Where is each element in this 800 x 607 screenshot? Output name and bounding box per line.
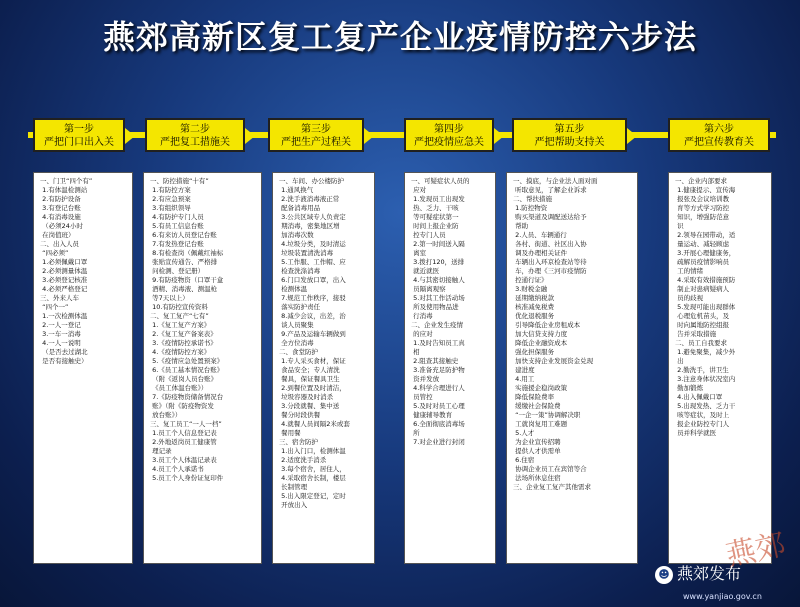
step-content-2: 一、防控措施“十有” 1.有防控方案 2.有应急预案 3.有组织领导 4.有防护专门人员 5.有员工信息台账 6.有来访人员登记台账 7.有发热登记台账 8.有检查岗（佩戴红袖标 张贴宣传通告、严格排 问检测、登记册） 9.有防疫物资（口罩干盒 酒精、消毒液、测温枪 等7天以上） 10.有防控宣传资料 二、复工复产“七有” 1.《复工复产方案》 2.《复工复产备案表》 3.《疫情防控承诺书》 4.《疫情防控方案》 5.《疫情应急处置预案》 6.《员工基本情况台账》 （附《返岗人员台账》 《员工体温台账》） 7.《防疫物资储备情况台 账》（附《防疫物资发 放台账》） 三、复工员工“一人一档” 1.员工个人信息登记表 2.外地返岗员工健康管 理记录 3.员工个人体温记录表 4.员工个人承诺书 5.员工个人身份证复印件 [143, 172, 262, 564]
step-content-6: 一、企业内部要求 1.健康提示、宣传海 报张及会议培训教 育等方式学习防控 知识，增强防范意 识 2.领导在园带动，适 量运动、减轻顾虑 3.开展心理健康务， 疏解员疫情影响员 工的情绪 4.采取有效措施预防 制止对患病疑病人 员的歧视 5.发现可能出现群体 心理危机苗头，及 时向属地防控组报 告并采取措施 二、员工自我要求 1.避免聚集，减少外 出 2.勤洗手，讲卫生 3.注意身体状况室内 勤加锻炼 4.出入佩戴口罩 5.出现发热、乏力干 咳等症状，及时上 报企业防控专门人 员并科学就医 [668, 172, 772, 564]
brand-text: 燕郊发布 [677, 564, 742, 583]
step-content-5: 一、摸底，与企业法人面对面 听取意见，了解企业诉求 二、帮扶措施 1.防控物资 购买渠道及调配送达给予 帮助 2.人员、车辆通行 各村、街道、社区出入协 调及办理相关证件 车辆出入环京检查站等待 车，办理《三河市疫情防 控通行证》 3.财税金融 延期缴纳税款 核准减免税费 优化退税服务 引导降低企业房租成本 加大信贷支持力度 降低企业融资成本 强化担保服务 加快支持企业发展资金兑现 建进度 4.用工 实施援企稳岗政策 降低保险费率 缓缴社会保险费 “一企一策”协调解决职 工就岗复用工难题 5.人才 为企业宣传招聘 提供人才供需单 6.住宿 协调企业员工在宾馆等合 法场所休息住宿 三、企业复工复产其他需求 [506, 172, 638, 564]
arrow-right-icon [627, 128, 637, 144]
arrow-right-icon [494, 128, 504, 144]
step-header-3: 第三步 严把生产过程关 [268, 118, 364, 152]
seal-stamp: 燕郊 [722, 527, 789, 574]
step-header-1: 第一步 严把门口出入关 [33, 118, 125, 152]
wechat-icon: ☻ [655, 566, 673, 584]
step-header-4: 第四步 严把疫情应急关 [404, 118, 494, 152]
website-url: www.yanjiao.gov.cn [683, 592, 762, 601]
step-header-6: 第六步 严把宣传教育关 [668, 118, 770, 152]
step-content-4: 一、可疑症状人员的 应对 1.发现员工出现发 热、乏力、干咳 等可疑症状第一 时间上报企业防 控专门人员 2.第一时间送入隔 离室 3.拨打120，送排 就近就医 4.与其密切接触人 员隔离观察 5.对其工作活动场 所及使用物品进 行消毒 二、企业发生疫情 的应对 1.及时告知员工真 相 2.阻查其接触史 3.准备充足防护物 资并发放 4.科学合理进行人 员管控 5.及时对员工心理 健康辅导教育 6.全面彻底消毒场 所 7.对企业进行封闭 [404, 172, 496, 564]
brand-logo [655, 561, 741, 584]
step-header-2: 第二步 严把复工措施关 [145, 118, 245, 152]
arrow-right-icon [125, 128, 135, 144]
step-header-5: 第五步 严把帮助支持关 [512, 118, 627, 152]
timeline-bar [28, 132, 776, 138]
arrow-right-icon [364, 128, 374, 144]
step-content-3: 一、车间、办公楼防护 1.通风换气 2.洗手液消毒液正常 配备消毒用品 3.公共区域专人负责定 期消毒，密集地区增 加消毒次数 4.垃圾分类，及时清运 垃圾装置清洗消毒 5.工作服、工作帽、应 检查洗涤消毒 6.门口发放口罩，出入 检测体温 7.规范工作秩序，接驳 落实防护责任 8.减少会议，出差，治 谈人员聚集 9.产品及运输车辆做到 全方位消毒 二、食堂防护 1.专人采买食材，保证 食品安全；专人清洗 餐具，保证餐具卫生 2.到餐位置及时清洁， 垃圾容器及时消杀 3.分段就餐、集中送 餐分时段供餐 4.就餐人员间隔2米或套 餐用餐 三、宿舍防护 1.出入门口，检测体温 2.适度洗手消杀 3.每个宿舍，居住人， 4.采取宿舍长制，楼层 长制管理 5.出入限定登记，定时 开放出入 [272, 172, 375, 564]
page-title: 燕郊高新区复工复产企业疫情防控六步法 [102, 18, 697, 56]
arrow-right-icon [245, 128, 255, 144]
step-content-1: 一、门卫“四个有” 1.有体温检测站 2.有防护设备 3.有登记台账 4.有消毒设施 （必须24小时 在岗值班） 二、出入人员 “四必须” 1.必须佩戴口罩 2.必须测量体温 3.必须登记核准 4.必须严格登记 三、外来人车 “四个一” 1.一次检测体温 2.一人一登记 3.一车一消毒 4.一人一说明 （是否去过湖北 是否有接触史） [33, 172, 133, 564]
